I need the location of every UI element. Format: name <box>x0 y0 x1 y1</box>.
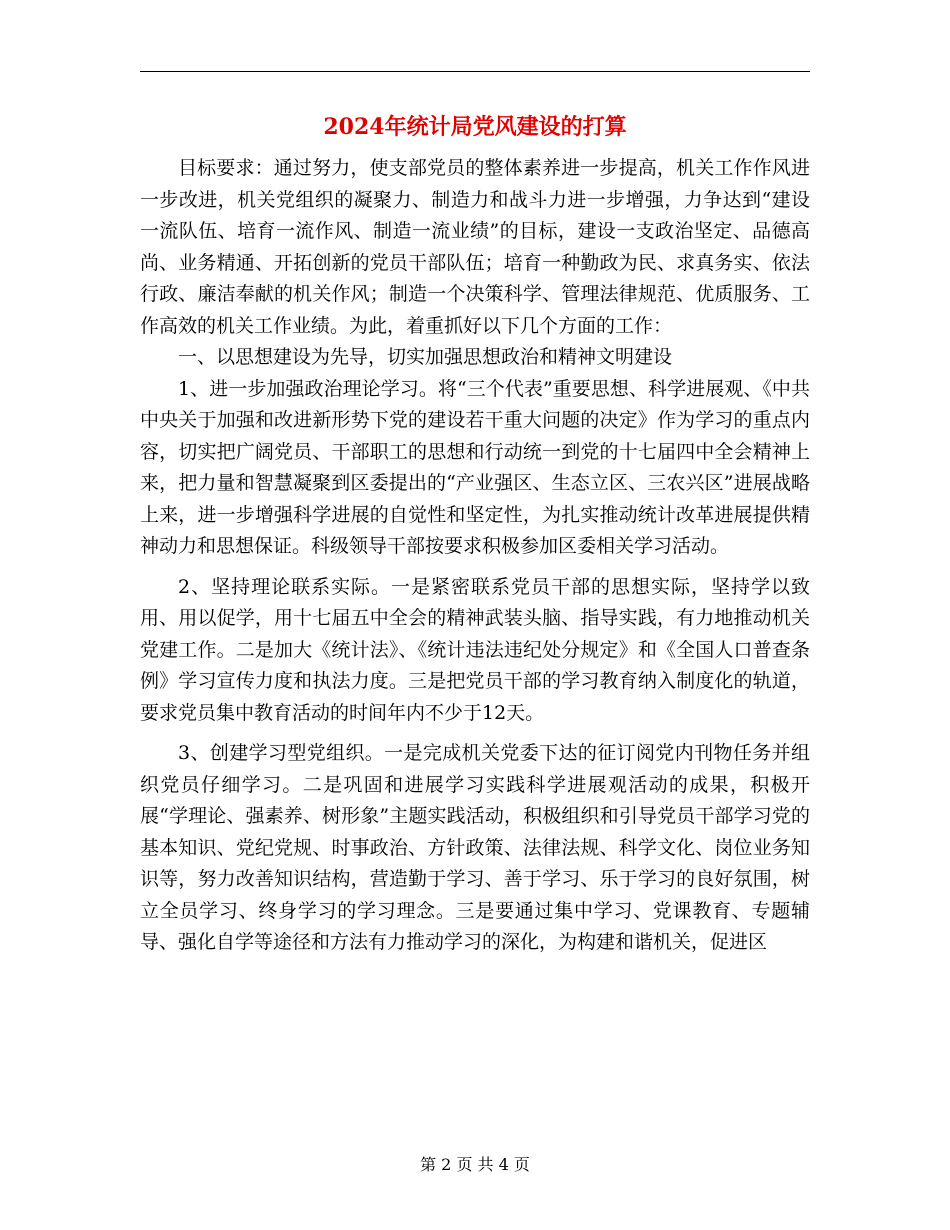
paragraph-item-1: 1、进一步加强政治理论学习。将“三个代表”重要思想、科学进展观、《中共中央关于加强和改进新形势下党的建设若干重大问题的决定》作为学习的重点内容，切实把广阔党员、干部职工的思想和行动统一到党的十七届四中全会精神上来，把力量和智慧凝聚到区委提出的“产业强区、生态立区、三农兴区”进展战略上来，进一步增强科学进展的自觉性和坚定性，为扎实推动统计改革进展提供精神动力和思想保证。科级领导干部按要求积极参加区委相关学习活动。 <box>140 377 810 557</box>
document-title: 2024年统计局党风建设的打算 <box>323 114 627 140</box>
header-rule <box>140 71 810 72</box>
paragraph-item-3: 3、创建学习型党组织。一是完成机关党委下达的征订阅党内刊物任务并组织党员仔细学习。二是巩固和进展学习实践科学进展观活动的成果，积极开展“学理论、强素养、树形象”主题实践活动，积极组织和引导党员干部学习党的基本知识、党纪党规、时事政治、方针政策、法律法规、科学文化、岗位业务知识等，努力改善知识结构，营造勤于学习、善于学习、乐于学习的良好氛围，树立全员学习、终身学习的学习理念。三是要通过集中学习、党课教育、专题辅导、强化自学等途径和方法有力推动学习的深化，为构建和谐机关，促进区 <box>140 742 810 953</box>
page-number-footer: 第 2 页 共 4 页 <box>420 1155 530 1174</box>
section-heading-1: 一、以思想建设为先导，切实加强思想政治和精神文明建设 <box>178 346 673 368</box>
paragraph-item-2: 2、坚持理论联系实际。一是紧密联系党员干部的思想实际，坚持学以致用、用以促学，用十七届五中全会的精神武装头脑、指导实践，有力地推动机关党建工作。二是加大《统计法》、《统计违法违纪处分规定》和《全国人口普查条例》学习宣传力度和执法力度。三是把党员干部的学习教育纳入制度化的轨道，要求党员集中教育活动的时间年内不少于12天。 <box>140 575 810 724</box>
document-body <box>140 153 810 959</box>
paragraph-objectives: 目标要求：通过努力，使支部党员的整体素养进一步提高，机关工作作风进一步改进，机关党组织的凝聚力、制造力和战斗力进一步增强，力争达到“建设一流队伍、培育一流作风、制造一流业绩”的目标，建设一支政治坚定、品德高尚、业务精通、开拓创新的党员干部队伍；培育一种勤政为民、求真务实、依法行政、廉洁奉献的机关作风；制造一个决策科学、管理法律规范、优质服务、工作高效的机关工作业绩。为此，着重抓好以下几个方面的工作： <box>140 157 810 337</box>
